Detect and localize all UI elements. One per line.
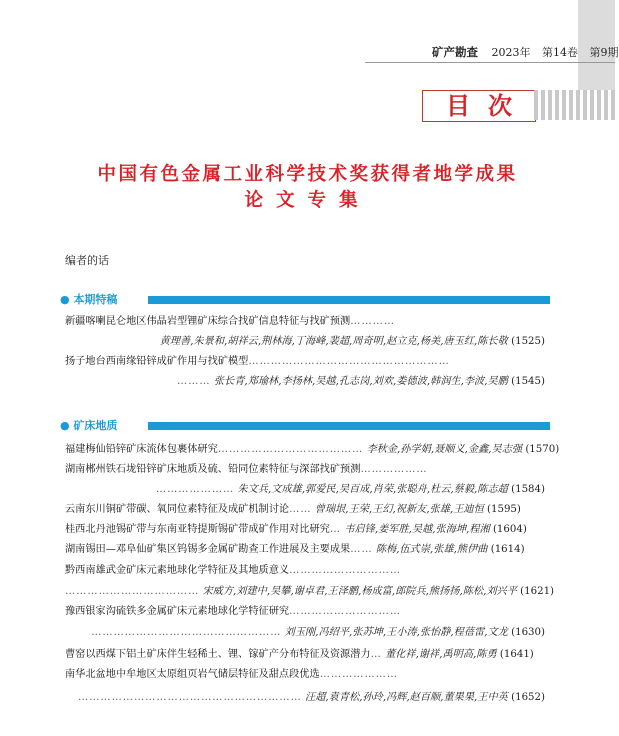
leader-dots: …… [289, 504, 312, 515]
toc-entry[interactable] [65, 462, 545, 477]
leader-dots: ……………………………… [65, 586, 200, 597]
page-number: (1614) [490, 544, 525, 555]
leader-dots: ………………… [319, 669, 398, 680]
leader-dots: …………………………………………………… [78, 692, 302, 703]
leader-dots: ……………… [360, 464, 428, 475]
article-title: 湖南锡田—邓阜仙矿集区钨锡多金属矿勘查工作进展及主要成果 [65, 544, 351, 555]
toc-entry[interactable] [65, 522, 545, 537]
toc-entry-authors [65, 374, 545, 389]
toc-entry[interactable] [65, 502, 545, 517]
leader-dots: …… [350, 544, 373, 555]
article-authors: 陈梅,伍式崇,张雄,熊伊曲 [375, 544, 488, 555]
article-title: 湖南郴州铁石垅铅锌矿床地质及硫、铅同位素特征与深部找矿预测 [65, 464, 361, 475]
toc-entry[interactable] [65, 667, 545, 682]
section-header-featured [60, 293, 550, 307]
page-number: (1570) [525, 444, 560, 455]
section-header-deposit-geology [60, 419, 550, 433]
header-divider [365, 62, 615, 63]
article-authors: 韦启锋,姜军胜,吴越,张海坤,程湘 [344, 524, 490, 535]
leader-dots: ………………………… [289, 565, 401, 576]
toc-entry[interactable] [65, 314, 545, 329]
section-bar [148, 422, 550, 430]
leader-dots: ………………………………… [217, 444, 364, 455]
page-number: (1584) [511, 484, 545, 495]
article-authors: 刘玉刚,冯绍平,张苏坤,王小涛,张怡静,程蓓雷,文龙 [284, 627, 508, 638]
toc-entry[interactable] [65, 542, 545, 557]
toc-entry[interactable] [65, 442, 560, 457]
article-authors: 汪超,袁青松,孙玲,冯辉,赵百顺,董果果,王中英 [305, 692, 508, 703]
article-authors: 朱文兵,文成雄,郭爱民,吴百成,肖荣,张聪舟,杜云,蔡毅,陈志超 [237, 484, 508, 495]
toc-entry-authors [65, 690, 545, 705]
page-number: (1545) [511, 376, 545, 387]
page-number: (1621) [520, 586, 555, 597]
page-number: (1525) [511, 336, 545, 347]
contents-heading: 目次 [446, 92, 530, 120]
leader-dots: ……… [177, 376, 211, 387]
toc-entry[interactable] [65, 647, 545, 662]
article-title: 桂西北丹池锡矿带与东南亚特提斯锡矿带成矿作用对比研究 [65, 524, 330, 535]
article-authors: 董化祥,谢祥,禹明高,陈勇 [385, 649, 497, 660]
article-title: 福建梅仙铅锌矿床流体包裹体研究 [65, 444, 218, 455]
special-issue-title-line1: 中国有色金属工业科学技术奖获得者地学成果 [97, 164, 518, 185]
toc-entry[interactable] [65, 354, 545, 369]
toc-entry-authors [65, 482, 545, 497]
leader-dots: ………… [350, 316, 395, 327]
section-label-featured: ● 本期特稿 [60, 293, 118, 306]
article-title: 豫西银家沟硫铁多金属矿床元素地球化学特征研究 [65, 606, 290, 617]
toc-entry-authors [65, 584, 555, 599]
article-authors: 黄理善,朱景和,胡祥云,荆林海,丁海峰,裴超,周奇明,赵立克,杨美,唐玉红,陈长敬 [159, 336, 508, 347]
page-number: (1604) [492, 524, 527, 535]
toc-entry-authors [65, 625, 545, 640]
contents-heading-stripes [534, 90, 615, 120]
article-title: 云南东川铜矿带碳、氧同位素特征及成矿机制讨论 [65, 504, 290, 515]
journal-year: 2023年 [491, 46, 531, 59]
journal-header [432, 44, 619, 60]
article-authors: 李秋金,孙学娟,聂顺义,金鑫,吴志强 [366, 444, 523, 455]
page-number: (1630) [511, 627, 545, 638]
editor-note-link[interactable]: 编者的话 [65, 254, 109, 267]
page-number: (1641) [499, 649, 534, 660]
article-authors: 曾瑞垠,王荣,王幻,祝新友,张雄,王迪恒 [314, 504, 484, 515]
journal-issue: 第9期 [589, 46, 619, 59]
special-issue-title-line2: 论文专集 [244, 190, 371, 211]
article-title: 扬子地台西南缘铅锌成矿作用与找矿模型 [65, 356, 249, 367]
section-label-text: 本期特稿 [73, 293, 118, 306]
journal-volume: 第14卷 [542, 46, 578, 59]
journal-name: 矿产勘查 [432, 45, 478, 59]
article-title: 曹窑以西煤下铝土矿床伴生轻稀土、锂、镓矿产分布特征及资源潜力 [65, 649, 371, 660]
section-bar [148, 296, 550, 304]
toc-entry-authors [65, 334, 545, 349]
page-number: (1652) [511, 692, 545, 703]
leader-dots: ………………… [155, 484, 235, 495]
leader-dots: ………………………… [289, 606, 401, 617]
toc-entry[interactable] [65, 604, 545, 619]
article-authors: 张长青,郑瑜林,李扬林,吴越,孔志岗,刘欢,娄德波,韩润生,李波,吴鹏 [213, 376, 508, 387]
leader-dots: ……………………………………………… [248, 356, 450, 367]
toc-entry[interactable] [65, 563, 545, 578]
article-title: 南华北盆地中牟地区太原组页岩气储层特征及甜点段优选 [65, 669, 320, 680]
section-label-text: 矿床地质 [73, 419, 118, 432]
article-title: 黔西南雄武金矿床元素地球化学特征及其地质意义 [65, 565, 290, 576]
leader-dots: … [329, 524, 342, 535]
article-title: 新疆喀喇昆仑地区伟晶岩型锂矿床综合找矿信息特征与找矿预测 [65, 316, 351, 327]
section-label-deposit-geology: ● 矿床地质 [60, 419, 118, 432]
leader-dots: …………………………………………… [91, 627, 282, 638]
leader-dots: … [370, 649, 382, 660]
contents-heading-box [422, 90, 536, 122]
article-authors: 宋威方,刘建中,吴攀,谢卓君,王泽鹏,杨成富,郎院兵,熊扬扬,陈松,刘兴平 [202, 586, 517, 597]
page-number: (1595) [487, 504, 521, 515]
